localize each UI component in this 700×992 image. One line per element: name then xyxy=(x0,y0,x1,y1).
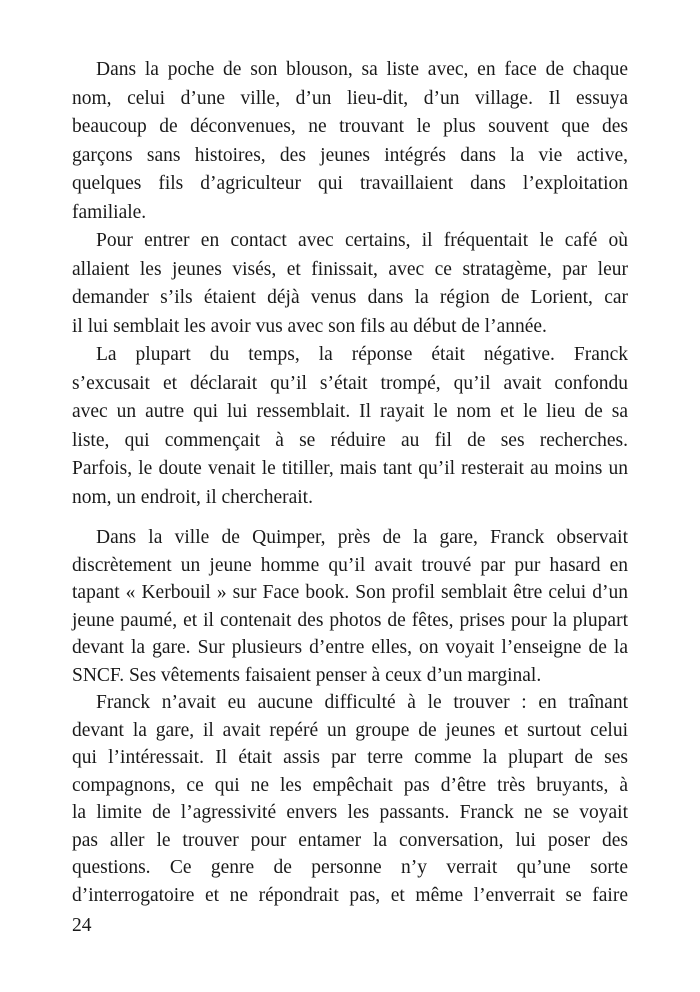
text-line-content: quelques fils d’agriculteur qui travaillaient dans l’exploitation xyxy=(72,173,628,194)
text-line-content: garçons sans histoires, des jeunes intégrés dans la vie active, xyxy=(72,144,628,166)
text-line-content: d’interrogatoire et ne répondrait pas, et même l’enverrait se faire xyxy=(72,884,628,906)
text-line xyxy=(72,227,628,256)
text-line xyxy=(72,799,628,827)
text-line-content: demander s’ils étaient déjà venus dans la région de Lorient, car xyxy=(72,287,628,308)
text-line-content: il lui semblait les avoir vus avec son fils au début de l’année. xyxy=(72,315,547,337)
text-line-content: nom, un endroit, il chercherait. xyxy=(72,486,313,508)
text-line xyxy=(72,634,628,662)
text-line xyxy=(72,744,628,772)
text-block-2 xyxy=(72,524,628,909)
text-line-content: compagnons, ce qui ne les empêchait pas d’être très bruyants, à xyxy=(72,774,628,796)
text-line-content: Franck n’avait eu aucune difficulté à le trouver : en traînant xyxy=(96,692,628,713)
text-line-content: devant la gare, il avait repéré un groupe de jeunes et surtout celui xyxy=(72,719,628,741)
text-line-content: Dans la poche de son blouson, sa liste avec, en face de chaque xyxy=(96,59,628,80)
text-line xyxy=(72,56,628,85)
text-line-content: pas aller le trouver pour entamer la conversation, lui poser des xyxy=(72,829,628,851)
text-line-content: nom, celui d’une ville, d’un lieu-dit, d’un village. Il essuya xyxy=(72,87,628,109)
text-line xyxy=(72,662,628,690)
text-line-content: discrètement un jeune homme qu’il avait trouvé par pur hasard en xyxy=(72,554,628,576)
text-line xyxy=(72,524,628,552)
text-line xyxy=(72,455,628,484)
text-line xyxy=(72,113,628,142)
text-line-content: devant la gare. Sur plusieurs d’entre elles, on voyait l’enseigne de la xyxy=(72,637,628,658)
text-line xyxy=(72,579,628,607)
text-line-content: SNCF. Ses vêtements faisaient penser à ceux d’un marginal. xyxy=(72,664,542,686)
text-line xyxy=(72,199,628,228)
text-line xyxy=(72,607,628,635)
text-line xyxy=(72,256,628,285)
text-line-content: avec un autre qui lui ressemblait. Il rayait le nom et le lieu de sa xyxy=(72,401,628,422)
text-line xyxy=(72,341,628,370)
text-line xyxy=(72,170,628,199)
text-line xyxy=(72,854,628,882)
text-line-content: La plupart du temps, la réponse était négative. Franck xyxy=(96,344,628,365)
text-line-content: jeune paumé, et il contenait des photos de fêtes, prises pour la plupart xyxy=(72,609,628,631)
text-line xyxy=(72,427,628,456)
text-line xyxy=(72,370,628,399)
text-line xyxy=(72,882,628,910)
text-line-content: familiale. xyxy=(72,201,147,223)
text-line-content: allaient les jeunes visés, et finissait, avec ce stratagème, par leur xyxy=(72,258,628,280)
text-line-content: Parfois, le doute venait le titiller, mais tant qu’il resterait au moins un xyxy=(72,458,628,479)
text-line xyxy=(72,313,628,342)
text-line xyxy=(72,85,628,114)
text-line xyxy=(72,717,628,745)
text-line-content: Pour entrer en contact avec certains, il fréquentait le café où xyxy=(96,230,628,251)
text-line-content: beaucoup de déconvenues, ne trouvant le plus souvent que des xyxy=(72,116,628,137)
text-line xyxy=(72,827,628,855)
text-line xyxy=(72,552,628,580)
page-number: 24 xyxy=(72,915,92,936)
text-line xyxy=(72,484,628,513)
text-line-content: s’excusait et déclarait qu’il s’était trompé, qu’il avait confondu xyxy=(72,372,628,394)
text-block-1 xyxy=(72,56,628,512)
text-line xyxy=(72,398,628,427)
text-line xyxy=(72,772,628,800)
text-line-content: questions. Ce genre de personne n’y verrait qu’une sorte xyxy=(72,857,628,878)
text-line xyxy=(72,689,628,717)
text-line xyxy=(72,142,628,171)
text-line-content: la limite de l’agressivité envers les passants. Franck ne se voyait xyxy=(72,802,628,823)
text-line-content: qui l’intéressait. Il était assis par terre comme la plupart de ses xyxy=(72,747,628,768)
text-line xyxy=(72,284,628,313)
text-line-content: liste, qui commençait à se réduire au fil de ses recherches. xyxy=(72,429,628,451)
text-line-content: tapant « Kerbouil » sur Face book. Son profil semblait être celui d’un xyxy=(72,582,628,603)
text-line-content: Dans la ville de Quimper, près de la gare, Franck observait xyxy=(96,527,628,548)
